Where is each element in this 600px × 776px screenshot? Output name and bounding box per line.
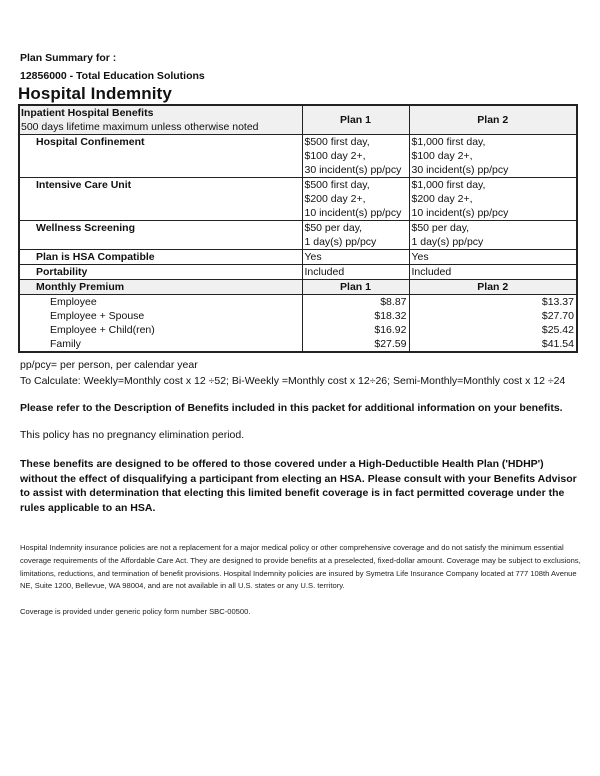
premium-title: Monthly Premium	[19, 280, 302, 295]
premium-plan-2: $13.37	[409, 295, 577, 310]
plan-1-line: $200 day 2+,	[304, 193, 366, 205]
plan-1-value: Yes	[302, 250, 409, 265]
plan-2-line: $100 day 2+,	[411, 150, 473, 162]
plan-summary-label: Plan Summary for :	[20, 52, 117, 64]
plan-1-value: Included	[302, 265, 409, 280]
disclaimer: Hospital Indemnity insurance policies are not a replacement for a major medical policy or other comprehensive coverage and do not satisfy the minimum essential coverage requirements of the Affordable Care Act. They are designed to provide benefits at a preselected, fixed-dollar amount. Coverage may be subject to exclusions, limitations, reductions, and termination of benefit provisions. Hospital Indemnity policies are insured by Symetra Life Insurance Company located at 777 108th Avenue NE, Suite 1200, Bellevue, WA 98004, and are not available in all U.S. states or any U.S. territory.	[20, 543, 581, 591]
table-row	[19, 135, 577, 178]
table-row	[19, 178, 577, 221]
premium-column-plan-1: Plan 1	[302, 280, 409, 295]
premium-column-plan-2: Plan 2	[409, 280, 577, 295]
premium-tier: Employee + Child(ren)	[19, 323, 302, 337]
section-subtitle: 500 days lifetime maximum unless otherwise noted	[21, 121, 259, 133]
plan-1-value	[302, 135, 409, 178]
ppcy-note: pp/pcy= per person, per calendar year	[20, 359, 198, 371]
benefit-label: Plan is HSA Compatible	[19, 250, 302, 265]
premium-plan-2: $41.54	[409, 337, 577, 352]
plan-2-value	[409, 178, 577, 221]
plan-2-value: Included	[409, 265, 577, 280]
benefit-label: Intensive Care Unit	[19, 178, 302, 221]
plan-2-line: 1 day(s) pp/pcy	[411, 236, 484, 248]
premium-plan-1: $18.32	[302, 309, 409, 323]
calculate-note: To Calculate: Weekly=Monthly cost x 12 ÷52; Bi-Weekly =Monthly cost x 12÷26; Semi-Monthly=Monthly cost x 12 ÷24	[20, 375, 566, 387]
plan-2-line: $200 day 2+,	[411, 193, 473, 205]
premium-row	[19, 295, 577, 310]
plan-2-value: Yes	[409, 250, 577, 265]
plan-2-line: 10 incident(s) pp/pcy	[411, 207, 509, 219]
plan-1-line: $500 first day,	[304, 136, 370, 148]
plan-2-line: $1,000 first day,	[411, 136, 486, 148]
plan-1-line: $100 day 2+,	[304, 150, 366, 162]
premium-row	[19, 309, 577, 323]
table-row	[19, 221, 577, 250]
premium-header-row	[19, 280, 577, 295]
plan-1-value	[302, 178, 409, 221]
table-header-row	[19, 105, 577, 135]
page-title: Hospital Indemnity	[18, 84, 172, 103]
plan-1-line: 10 incident(s) pp/pcy	[304, 207, 402, 219]
plan-1-line: $500 first day,	[304, 179, 370, 191]
plan-1-value	[302, 221, 409, 250]
column-header-plan-2: Plan 2	[409, 105, 577, 135]
table-row	[19, 250, 577, 265]
table-row	[19, 265, 577, 280]
column-header-plan-1: Plan 1	[302, 105, 409, 135]
group-name: 12856000 - Total Education Solutions	[20, 70, 205, 82]
premium-row	[19, 323, 577, 337]
section-header-cell	[19, 105, 302, 135]
premium-plan-1: $16.92	[302, 323, 409, 337]
benefit-label: Wellness Screening	[19, 221, 302, 250]
benefit-label: Portability	[19, 265, 302, 280]
plan-2-value	[409, 221, 577, 250]
refer-note: Please refer to the Description of Benefits included in this packet for additional information on your benefits.	[20, 402, 563, 414]
premium-plan-2: $25.42	[409, 323, 577, 337]
premium-plan-2: $27.70	[409, 309, 577, 323]
benefit-label: Hospital Confinement	[19, 135, 302, 178]
plan-2-line: $1,000 first day,	[411, 179, 486, 191]
policy-form-note: Coverage is provided under generic policy form number SBC-00500.	[20, 607, 251, 616]
premium-tier: Family	[19, 337, 302, 352]
premium-row	[19, 337, 577, 352]
section-title: Inpatient Hospital Benefits	[21, 107, 154, 119]
benefits-table	[18, 104, 578, 353]
plan-1-line: 1 day(s) pp/pcy	[304, 236, 377, 248]
premium-plan-1: $27.59	[302, 337, 409, 352]
premium-tier: Employee + Spouse	[19, 309, 302, 323]
plan-2-line: $50 per day,	[411, 222, 470, 234]
plan-2-line: 30 incident(s) pp/pcy	[411, 164, 509, 176]
plan-2-value	[409, 135, 577, 178]
plan-1-line: 30 incident(s) pp/pcy	[304, 164, 402, 176]
pregnancy-note: This policy has no pregnancy elimination period.	[20, 429, 245, 441]
hdhp-note: These benefits are designed to be offered to those covered under a High-Deductible Health Plan ('HDHP') without the effect of disqualifying a participant from electing an HSA. Please consult with your Benefits Advisor to assist with determination that electing this limited benefit coverage is in fact permitted coverage under the rules applicable to an HSA.	[20, 458, 577, 514]
premium-tier: Employee	[19, 295, 302, 310]
plan-1-line: $50 per day,	[304, 222, 363, 234]
premium-plan-1: $8.87	[302, 295, 409, 310]
